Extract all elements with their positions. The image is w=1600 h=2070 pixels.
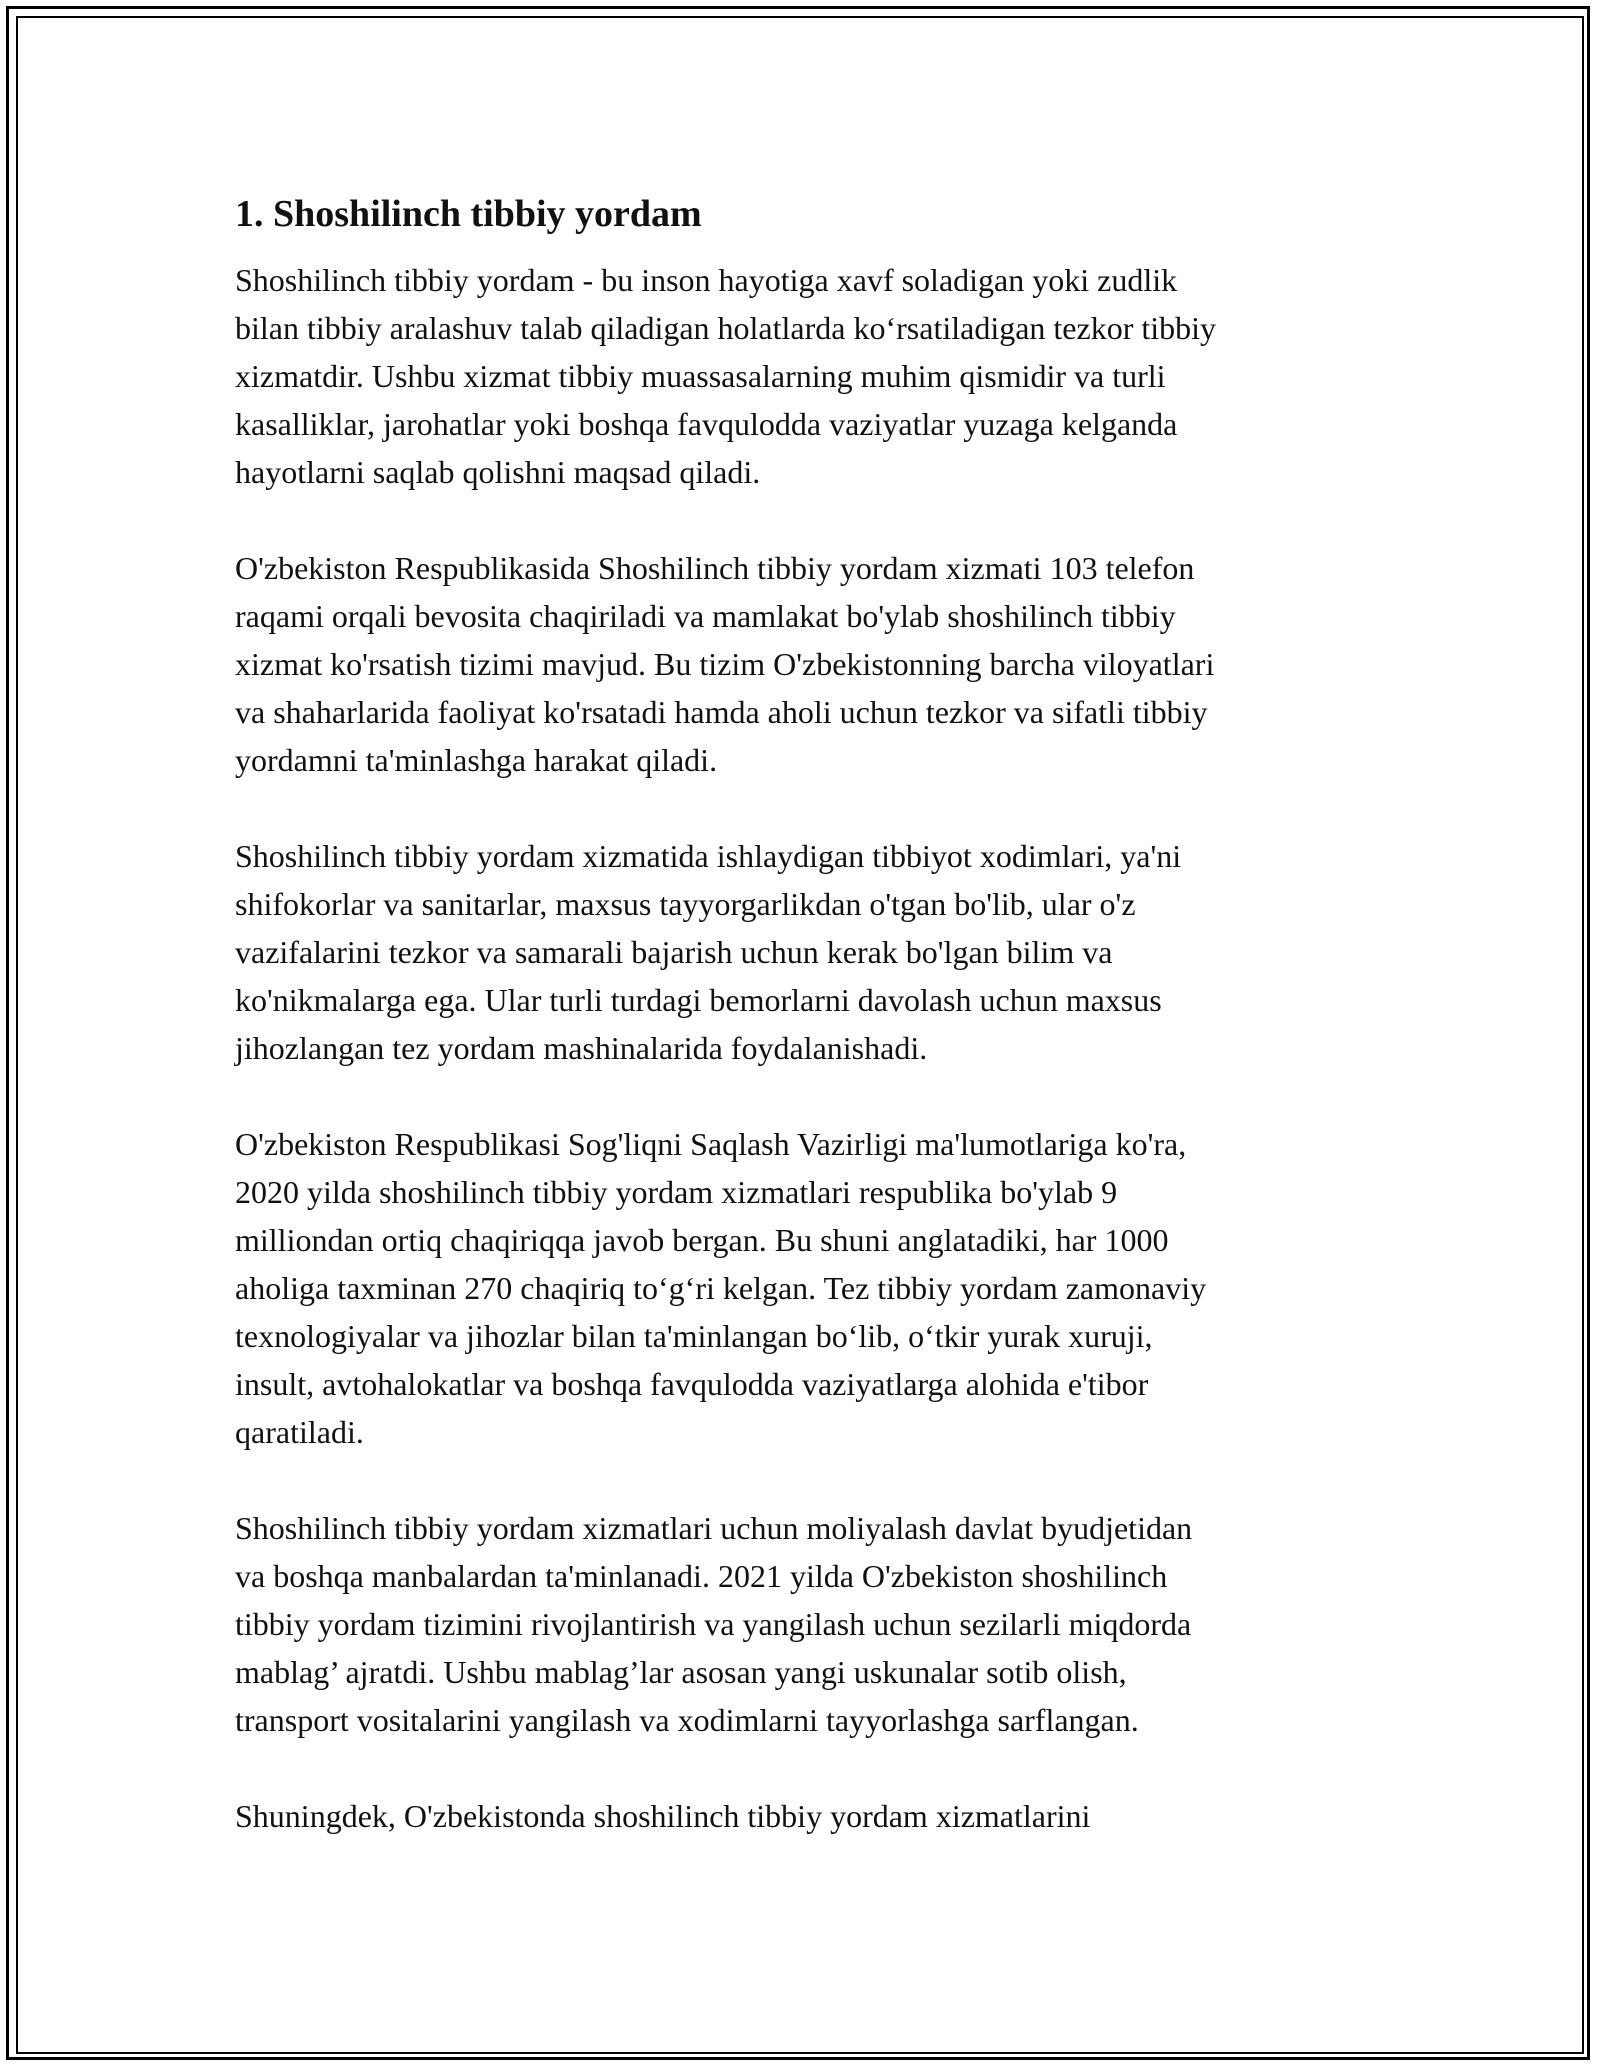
text-line: aholiga taxminan 270 chaqiriq toʻgʻri kelgan. Tez tibbiy yordam zamonaviy <box>235 1270 1207 1306</box>
text-line: mablag’ ajratdi. Ushbu mablag’lar asosan yangi uskunalar sotib olish, <box>235 1654 1127 1690</box>
text-line: bilan tibbiy aralashuv talab qiladigan holatlarda koʻrsatiladigan tezkor tibbiy <box>235 310 1217 346</box>
text-line: O'zbekiston Respublikasi Sog'liqni Saqlash Vazirligi ma'lumotlariga ko'ra, <box>235 1126 1187 1162</box>
text-line: raqami orqali bevosita chaqiriladi va mamlakat bo'ylab shoshilinch tibbiy <box>235 598 1176 634</box>
text-line: va boshqa manbalardan ta'minlanadi. 2021 yilda O'zbekiston shoshilinch <box>235 1558 1168 1594</box>
text-line: kasalliklar, jarohatlar yoki boshqa favqulodda vaziyatlar yuzaga kelganda <box>235 406 1178 442</box>
paragraph <box>235 1792 1385 1840</box>
paragraph <box>235 832 1385 1072</box>
text-line: O'zbekiston Respublikasida Shoshilinch tibbiy yordam xizmati 103 telefon <box>235 550 1195 586</box>
text-line: qaratiladi. <box>235 1414 364 1450</box>
text-line: tibbiy yordam tizimini rivojlantirish va yangilash uchun sezilarli miqdorda <box>235 1606 1192 1642</box>
text-line: insult, avtohalokatlar va boshqa favqulodda vaziyatlarga alohida e'tibor <box>235 1366 1149 1402</box>
text-line: 2020 yilda shoshilinch tibbiy yordam xizmatlari respublika bo'ylab 9 <box>235 1174 1118 1210</box>
text-line: Shuningdek, O'zbekistonda shoshilinch tibbiy yordam xizmatlarini <box>235 1798 1091 1834</box>
document-body <box>235 188 1385 1888</box>
text-line: Shoshilinch tibbiy yordam xizmatida ishlaydigan tibbiyot xodimlari, ya'ni <box>235 838 1182 874</box>
text-line: xizmat ko'rsatish tizimi mavjud. Bu tizim O'zbekistonning barcha viloyatlari <box>235 646 1215 682</box>
text-line: xizmatdir. Ushbu xizmat tibbiy muassasalarning muhim qismidir va turli <box>235 358 1166 394</box>
paragraph <box>235 544 1385 784</box>
text-line: jihozlangan tez yordam mashinalarida foydalanishadi. <box>235 1030 928 1066</box>
section-heading: 1. Shoshilinch tibbiy yordam <box>235 193 702 235</box>
text-line: Shoshilinch tibbiy yordam xizmatlari uchun moliyalash davlat byudjetidan <box>235 1510 1193 1546</box>
text-line: shifokorlar va sanitarlar, maxsus tayyorgarlikdan o'tgan bo'lib, ular o'z <box>235 886 1136 922</box>
text-line: transport vositalarini yangilash va xodimlarni tayyorlashga sarflangan. <box>235 1702 1139 1738</box>
text-line: ko'nikmalarga ega. Ular turli turdagi bemorlarni davolash uchun maxsus <box>235 982 1162 1018</box>
text-line: texnologiyalar va jihozlar bilan ta'minlangan boʻlib, oʻtkir yurak xuruji, <box>235 1318 1153 1354</box>
paragraph-list <box>235 256 1385 1840</box>
paragraph <box>235 1504 1385 1744</box>
paragraph <box>235 1120 1385 1456</box>
text-line: vazifalarini tezkor va samarali bajarish uchun kerak bo'lgan bilim va <box>235 934 1113 970</box>
text-line: Shoshilinch tibbiy yordam - bu inson hayotiga xavf soladigan yoki zudlik <box>235 262 1178 298</box>
text-line: va shaharlarida faoliyat ko'rsatadi hamda aholi uchun tezkor va sifatli tibbiy <box>235 694 1208 730</box>
text-line: hayotlarni saqlab qolishni maqsad qiladi. <box>235 454 761 490</box>
text-line: milliondan ortiq chaqiriqqa javob bergan. Bu shuni anglatadiki, har 1000 <box>235 1222 1169 1258</box>
paragraph <box>235 256 1385 496</box>
text-line: yordamni ta'minlashga harakat qiladi. <box>235 742 718 778</box>
